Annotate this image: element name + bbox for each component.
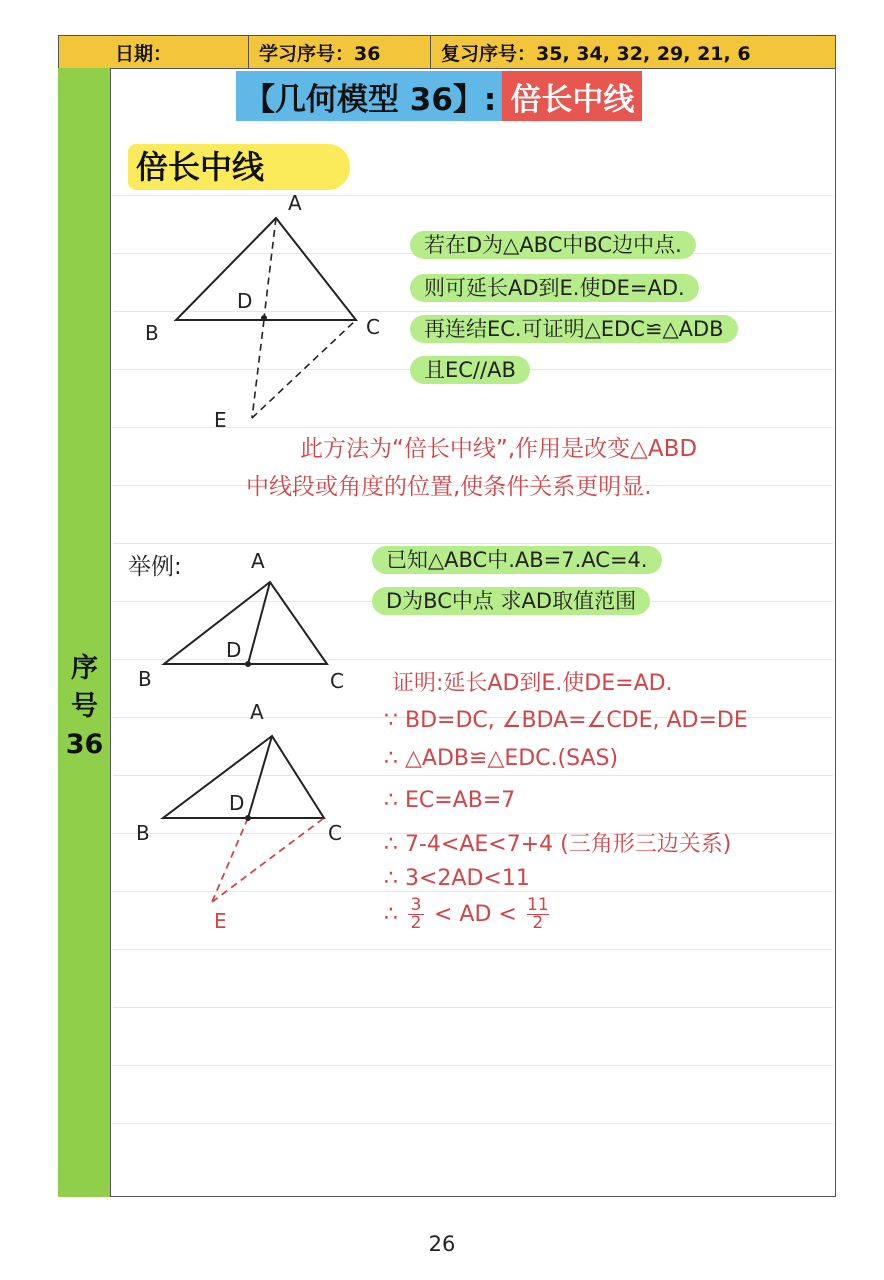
proof-line-3: ∴ △ADB≌△EDC.(SAS)	[384, 746, 619, 771]
segment-ec-proof	[212, 818, 324, 902]
extension-de	[252, 320, 264, 418]
label-c: C	[330, 669, 344, 693]
comment-line-1: 此方法为“倍长中线”,作用是改变△ABD	[300, 436, 698, 462]
proof-line-5: ∴ 7-4<AE<7+4 (三角形三边关系)	[384, 832, 732, 857]
label-b: B	[136, 821, 150, 845]
label-c: C	[366, 315, 380, 339]
median-ad	[264, 218, 276, 318]
point-d	[261, 315, 267, 321]
example-condition-1: 已知△ABC中.AB=7.AC=4.	[372, 546, 662, 574]
figure-3	[136, 700, 342, 933]
example-condition-2: D为BC中点 求AD取值范围	[372, 587, 650, 615]
review-numbers: 复习序号：35, 34, 32, 29, 21, 6	[441, 42, 751, 65]
label-a: A	[251, 549, 265, 573]
label-c: C	[328, 821, 342, 845]
note-line-4: 且EC//AB	[410, 356, 530, 384]
therefore-symbol: ∴	[384, 902, 398, 927]
fraction-upper-denominator: 2	[527, 914, 549, 932]
label-b: B	[138, 667, 152, 691]
extension-de-proof	[212, 818, 248, 902]
label-e: E	[214, 909, 227, 933]
sidebar-number: 36	[65, 729, 104, 760]
study-number: 学习序号：36	[249, 36, 431, 68]
point-d-proof	[245, 815, 251, 821]
segment-ec	[252, 320, 356, 418]
fraction-lower-denominator: 2	[408, 914, 424, 932]
date-label: 日期：	[59, 36, 249, 68]
label-d: D	[237, 289, 253, 313]
figure-2	[138, 549, 344, 693]
title-name: 倍长中线	[502, 71, 642, 121]
note-line-3: 再连结EC.可证明△EDC≌△ADB	[410, 315, 738, 343]
median-ad-example	[248, 582, 270, 664]
note-line-1: 若在D为△ABC中BC边中点.	[410, 231, 696, 259]
label-e: E	[214, 408, 227, 432]
section-heading: 倍长中线	[128, 144, 350, 190]
fraction-upper-numerator: 11	[527, 895, 549, 915]
point-d-example	[245, 661, 251, 667]
fraction-lower-numerator: 3	[410, 895, 422, 915]
inequality-middle: < AD <	[434, 902, 517, 927]
example-label: 举例:	[128, 554, 182, 580]
proof-line-4: ∴ EC=AB=7	[384, 788, 516, 813]
title-model: 【几何模型 36】:	[236, 71, 502, 121]
page-number: 26	[428, 1232, 456, 1256]
proof-line-6: ∴ 3<2AD<11	[384, 866, 530, 891]
figure-1	[145, 191, 380, 432]
proof-line-2: ∵ BD=DC, ∠BDA=∠CDE, AD=DE	[384, 708, 748, 733]
label-d: D	[229, 791, 245, 815]
label-a: A	[288, 191, 302, 215]
label-d: D	[226, 638, 242, 662]
label-b: B	[145, 321, 159, 345]
label-a: A	[250, 700, 264, 724]
median-ad-proof	[248, 736, 272, 818]
triangle-abc-example	[164, 582, 327, 664]
proof-line-1: 证明:延长AD到E.使DE=AD.	[392, 671, 673, 696]
sidebar-char-2: 号	[71, 691, 98, 722]
sidebar-char-1: 序	[71, 653, 98, 684]
comment-line-2: 中线段或角度的位置,使条件关系更明显.	[246, 474, 652, 500]
note-line-2: 则可延长AD到E.使DE=AD.	[410, 274, 699, 302]
